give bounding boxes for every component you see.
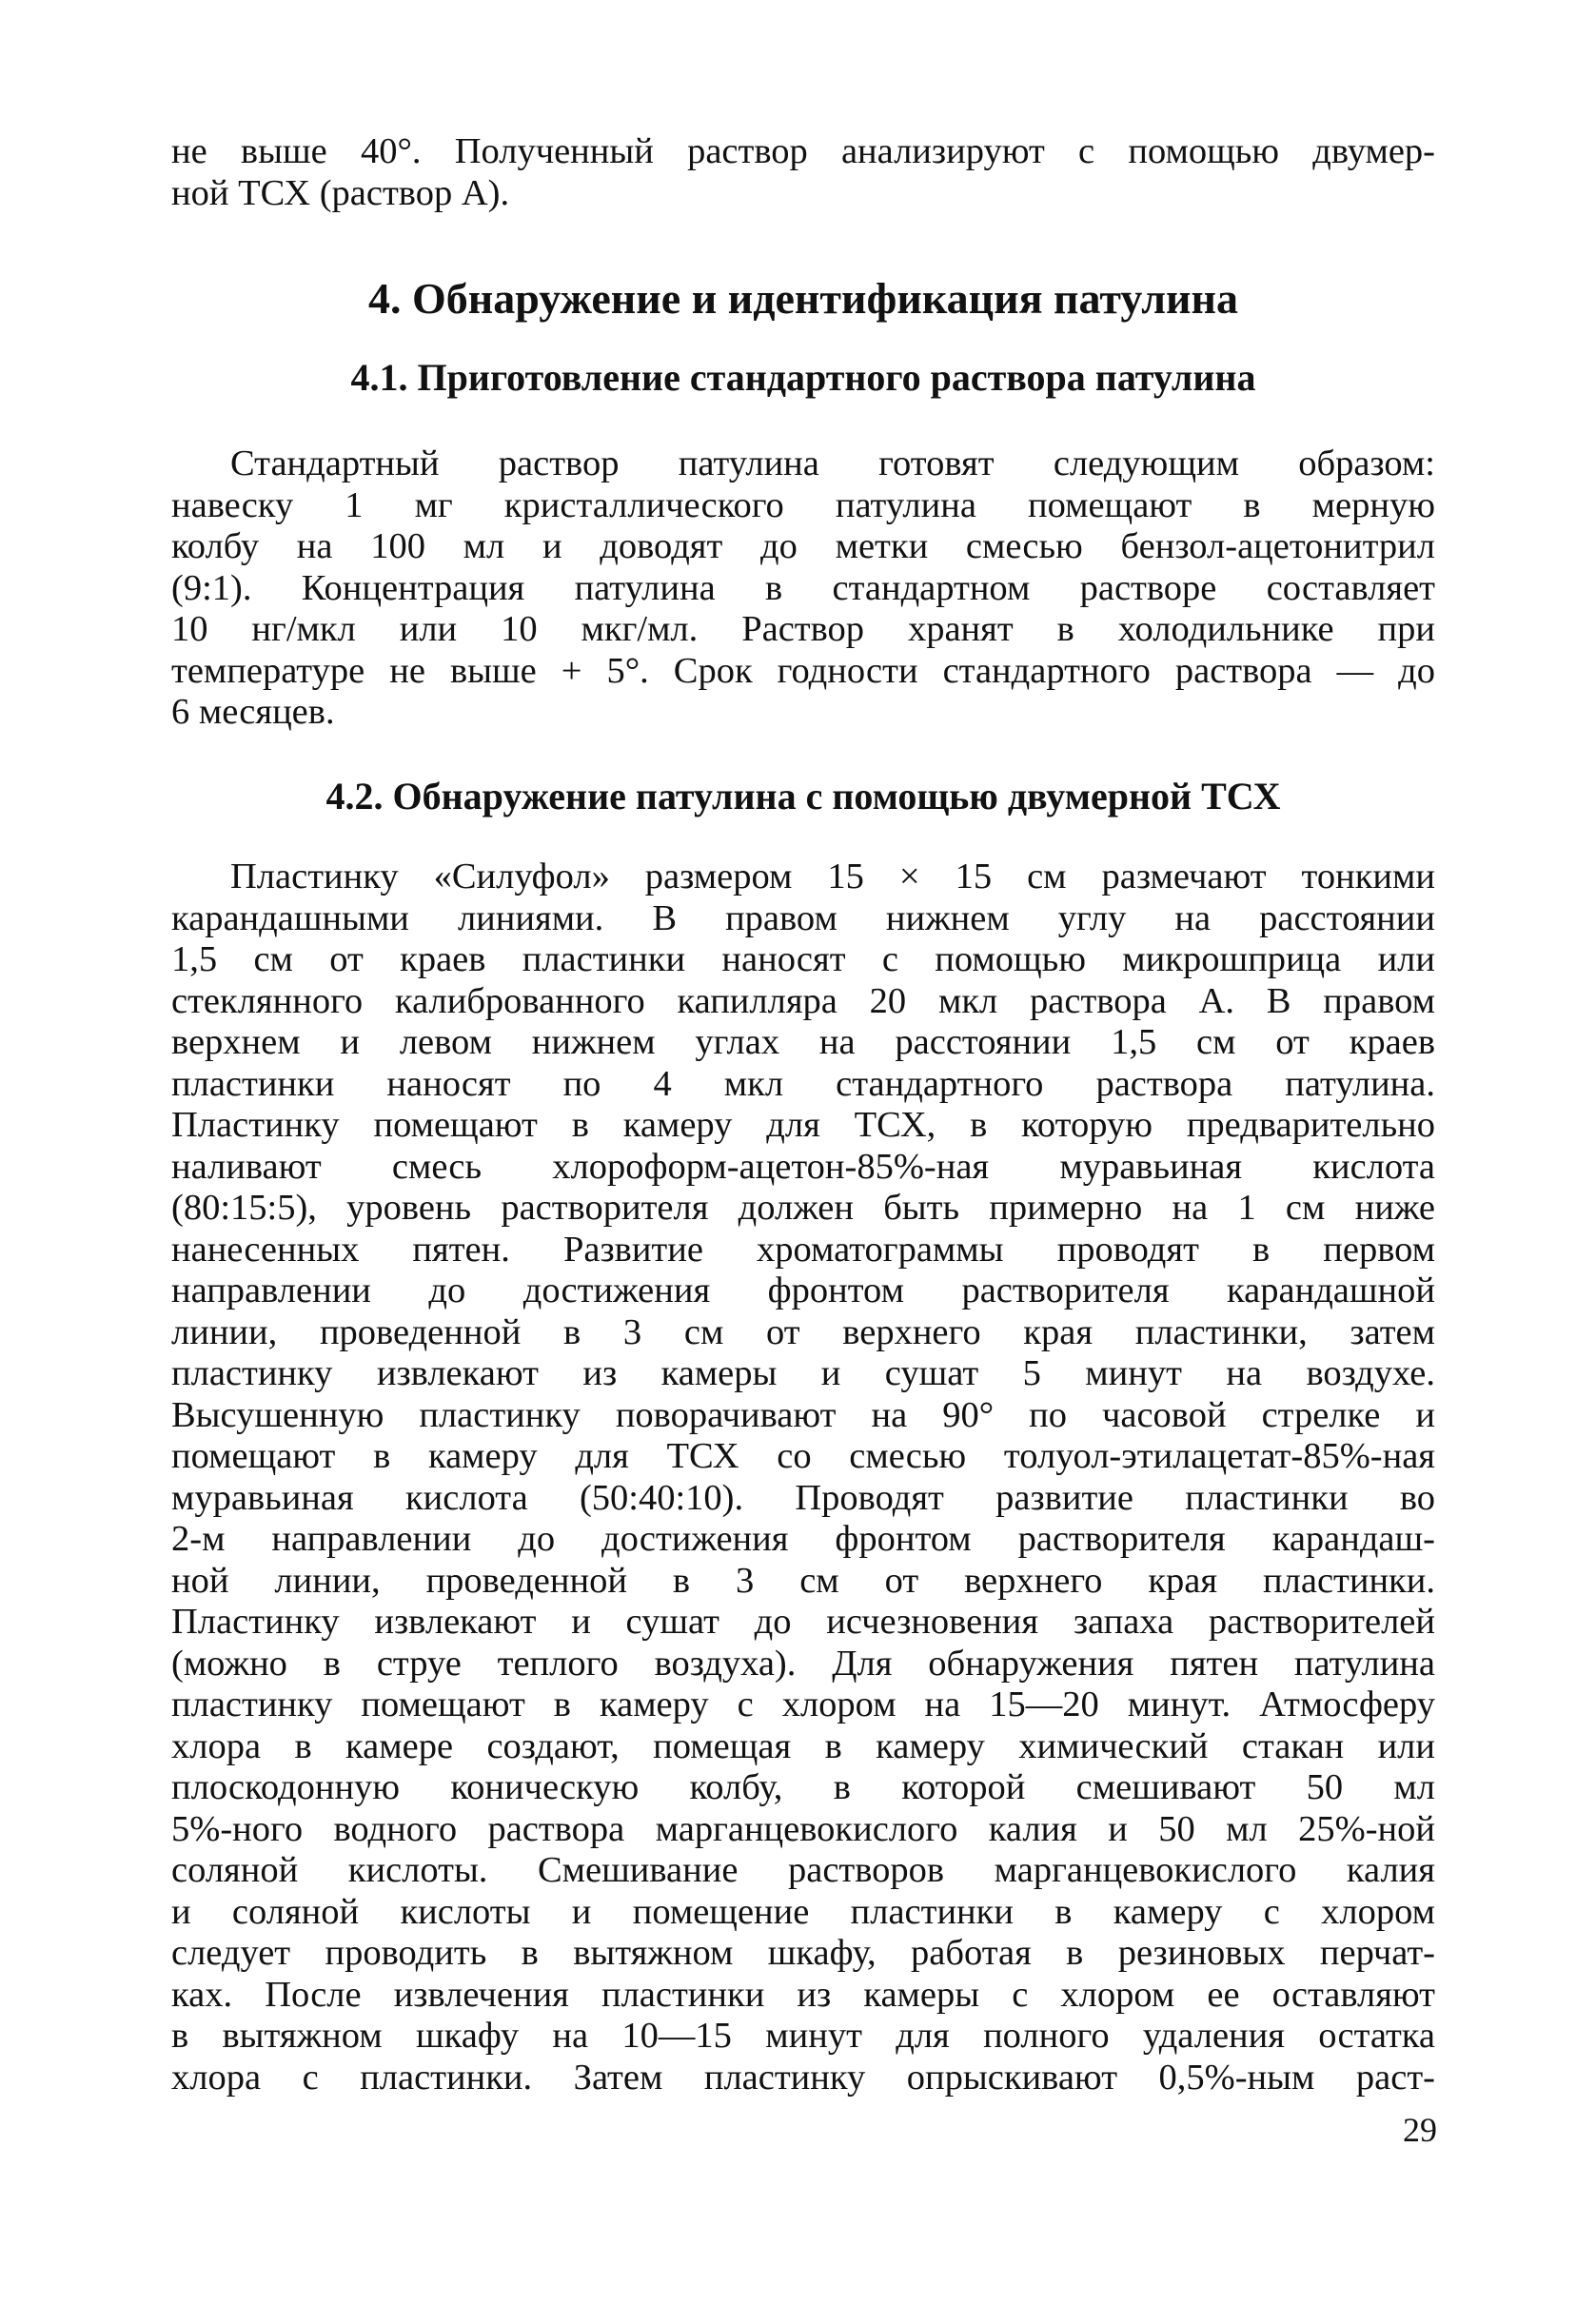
text-line: соляной кислоты. Смешивание растворов марганцевокислого калия <box>171 1850 1435 1890</box>
text-line: навеску 1 мг кристаллического патулина помещают в мерную <box>171 484 1435 525</box>
text-line: Пластинку помещают в камеру для ТСХ, в которую предварительно <box>171 1105 1435 1145</box>
text-line: Пластинку извлекают и сушат до исчезновения запаха растворителей <box>171 1602 1435 1642</box>
subsection-title-4-1: 4.1. Приготовление стандартного раствора патулина <box>350 356 1256 399</box>
text-line: пластинки наносят по 4 мкл стандартного раствора патулина. <box>171 1063 1435 1104</box>
text-line: пластинку извлекают из камеры и сушат 5 минут на воздухе. <box>171 1353 1435 1393</box>
text-line: и соляной кислоты и помещение пластинки в камеру с хлором <box>171 1891 1435 1932</box>
text-line: направлении до достижения фронтом растворителя карандашной <box>171 1271 1435 1310</box>
text-line: верхнем и левом нижнем углах на расстоянии 1,5 см от краев <box>171 1022 1435 1062</box>
text-line: линии, проведенной в 3 см от верхнего края пластинки, затем <box>171 1311 1435 1352</box>
text-line: следует проводить в вытяжном шкафу, работая в резиновых перчат- <box>171 1933 1435 1973</box>
text-line: 2-м направлении до достижения фронтом растворителя карандаш- <box>171 1519 1435 1559</box>
text-line: хлора с пластинки. Затем пластинку опрыскивают 0,5%-ным раст- <box>171 2057 1435 2098</box>
text-line: Пластинку «Силуфол» размером 15 × 15 см размечают тонкими <box>230 857 1435 896</box>
text-line: в вытяжном шкафу на 10—15 минут для полного удаления остатка <box>171 2016 1435 2056</box>
text-line: (80:15:5), уровень растворителя должен быть примерно на 1 см ниже <box>171 1188 1435 1228</box>
text-line: Стандартный раствор патулина готовят следующим образом: <box>230 443 1435 483</box>
text-line: ной линии, проведенной в 3 см от верхнего края пластинки. <box>171 1560 1435 1601</box>
text-line: ной ТСХ (раствор А). <box>171 172 510 213</box>
text-line: плоскодонную коническую колбу, в которой смешивают 50 мл <box>171 1767 1435 1807</box>
text-line: колбу на 100 мл и доводят до метки смесью бензол-ацетонитрил <box>171 526 1435 566</box>
intro-paragraph <box>171 131 1435 214</box>
text-line: температуре не выше + 5°. Срок годности стандартного раствора — до <box>171 650 1435 691</box>
section-title: 4. Обнаружение и идентификация патулина <box>367 274 1239 323</box>
text-line: карандашными линиями. В правом нижнем углу на расстоянии <box>171 897 1435 938</box>
text-line: пластинку помещают в камеру с хлором на 15—20 минут. Атмосферу <box>171 1684 1435 1724</box>
text-line: Высушенную пластинку поворачивают на 90° по часовой стрелке и <box>171 1394 1435 1435</box>
text-line: хлора в камере создают, помещая в камеру химический стакан или <box>171 1725 1435 1766</box>
text-line: стеклянного калиброванного капилляра 20 мкл раствора А. В правом <box>171 980 1435 1021</box>
text-line: помещают в камеру для ТСХ со смесью толуол-этилацетат-85%-ная <box>171 1436 1435 1476</box>
text-line: (можно в струе теплого воздуха). Для обнаружения пятен патулина <box>171 1643 1435 1684</box>
text-line: нанесенных пятен. Развитие хроматограммы проводят в первом <box>171 1229 1435 1270</box>
subsection-title-4-2: 4.2. Обнаружение патулина с помощью двумерной ТСХ <box>325 775 1281 818</box>
paragraph-4-2 <box>171 857 1435 2098</box>
text-line: не выше 40°. Полученный раствор анализируют с помощью двумер- <box>171 131 1435 171</box>
text-line: наливают смесь хлороформ-ацетон-85%-ная муравьиная кислота <box>171 1146 1435 1187</box>
text-line: 1,5 см от краев пластинки наносят с помощью микрошприца или <box>171 939 1435 979</box>
text-line: 10 нг/мкл или 10 мкг/мл. Раствор хранят в холодильнике при <box>171 609 1435 649</box>
text-line: муравьиная кислота (50:40:10). Проводят развитие пластинки во <box>171 1477 1435 1518</box>
text-line: 5%-ного водного раствора марганцевокислого калия и 50 мл 25%-ной <box>171 1808 1435 1849</box>
text-line: 6 месяцев. <box>171 692 335 732</box>
page-number: 29 <box>1403 2111 1437 2149</box>
paragraph-4-1 <box>171 443 1435 734</box>
text-line: (9:1). Концентрация патулина в стандартном растворе составляет <box>171 567 1435 608</box>
text-line: ках. После извлечения пластинки из камеры с хлором ее оставляют <box>171 1974 1435 2015</box>
